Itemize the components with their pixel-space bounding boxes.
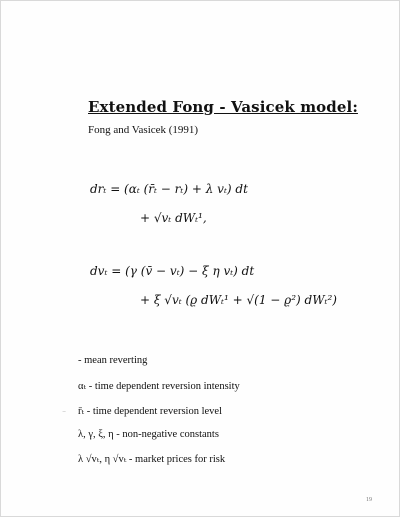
equation-variance-continued: + ξ √vₜ (ϱ dWₜ¹ + √(1 − ϱ²) dWₜ²)	[140, 293, 337, 307]
description-reversion-level: r̄ₜ - time dependent reversion level	[78, 406, 222, 417]
equation-variance: dvₜ = (γ (v̄ − vₜ) − ξ η vₜ) dt	[90, 264, 255, 278]
page-title: Extended Fong - Vasicek model:	[88, 98, 358, 116]
scan-artifact: ~	[62, 409, 67, 415]
page-number: 19	[366, 497, 372, 503]
description-constants: λ, γ, ξ, η - non-negative constants	[78, 429, 219, 440]
description-reversion-intensity: αₜ - time dependent reversion intensity	[78, 381, 240, 392]
equation-short-rate-continued: + √vₜ dWₜ¹,	[140, 211, 207, 225]
description-market-prices: λ √vₜ, η √vₜ - market prices for risk	[78, 454, 226, 465]
citation: Fong and Vasicek (1991)	[88, 124, 199, 136]
description-mean-reverting: - mean reverting	[78, 355, 148, 366]
equation-short-rate: drₜ = (αₜ (r̄ₜ − rₜ) + λ vₜ) dt	[90, 182, 248, 196]
